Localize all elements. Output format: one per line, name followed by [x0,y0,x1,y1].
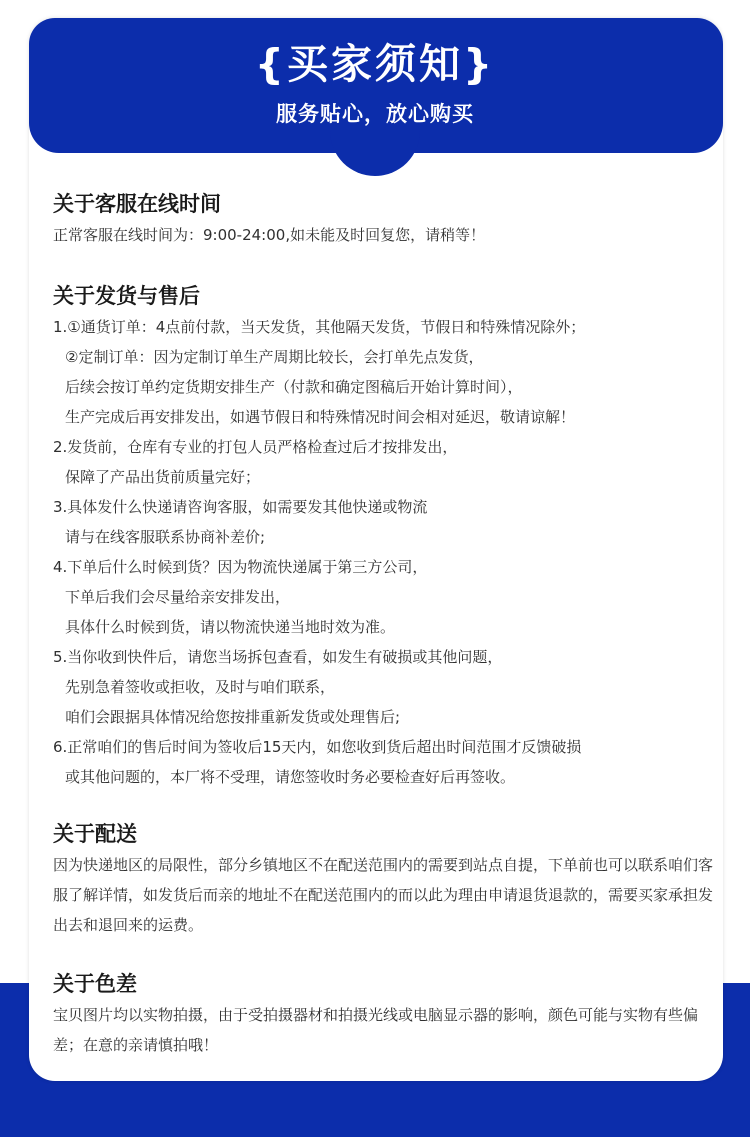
page-title: {买家须知} [254,40,496,88]
section-title: 关于发货与售后 [53,284,200,308]
shipping-line-6: 保障了产品出货前质量完好； [65,468,261,486]
shipping-line-5: 2.发货前，仓库有专业的打包人员严格检查过后才按排发出， [53,438,458,456]
section-text: 因为快递地区的局限性，部分乡镇地区不在配送范围内的需要到站点自提，下单前也可以联系咱们客服了解详情，如发货后而亲的地址不在配送范围内的而以此为理由申请退货退款的，需要买家承担发出去和退回来的运费。 [53,856,714,934]
shipping-line-13: 先别急着签收或拒收，及时与咱们联系， [65,678,336,696]
shipping-line-9: 4.下单后什么时候到货？因为物流快递属于第三方公司， [53,558,428,576]
shipping-line-4: 生产完成后再安排发出，如遇节假日和特殊情况时间会相对延迟，敬请谅解！ [65,408,576,426]
section-color-difference [53,970,723,1060]
shipping-line-12: 5.当你收到快件后，请您当场拆包查看，如发生有破损或其他问题， [53,648,503,666]
page-subtitle: 服务贴心，放心购买 [276,102,474,126]
section-text: 宝贝图片均以实物拍摄，由于受拍摄器材和拍摄光线或电脑显示器的影响，颜色可能与实物有些偏差；在意的亲请慎拍哦！ [53,1006,699,1054]
section-delivery [53,820,723,940]
section-text: 正常客服在线时间为：9:00-24:00,如未能及时回复您，请稍等！ [53,226,486,244]
shipping-line-8: 请与在线客服联系协商补差价; [65,528,266,546]
shipping-line-16: 或其他问题的，本厂将不受理，请您签收时务必要检查好后再签收。 [65,768,516,786]
section-title: 关于色差 [53,972,137,996]
shipping-line-1: 1.①通货订单：4点前付款，当天发货，其他隔天发货，节假日和特殊情况除外； [53,318,586,336]
section-title: 关于配送 [53,822,137,846]
section-title: 关于客服在线时间 [53,192,221,216]
section-service-hours [53,190,723,250]
section-shipping [53,282,723,792]
shipping-line-2: ②定制订单：因为定制订单生产周期比较长，会打单先点发货， [65,348,484,366]
shipping-line-15: 6.正常咱们的售后时间为签收后15天内，如您收到货后超出时间范围才反馈破损 [53,738,582,756]
shipping-line-7: 3.具体发什么快递请咨询客服，如需要发其他快递或物流 [53,498,428,516]
shipping-line-14: 咱们会跟据具体情况给您按排重新发货或处理售后; [65,708,401,726]
shipping-line-3: 后续会按订单约定货期安排生产（付款和确定图稿后开始计算时间）， [65,378,523,396]
shipping-line-10: 下单后我们会尽量给亲安排发出， [65,588,291,606]
shipping-line-11: 具体什么时候到货，请以物流快递当地时效为准。 [65,618,396,636]
